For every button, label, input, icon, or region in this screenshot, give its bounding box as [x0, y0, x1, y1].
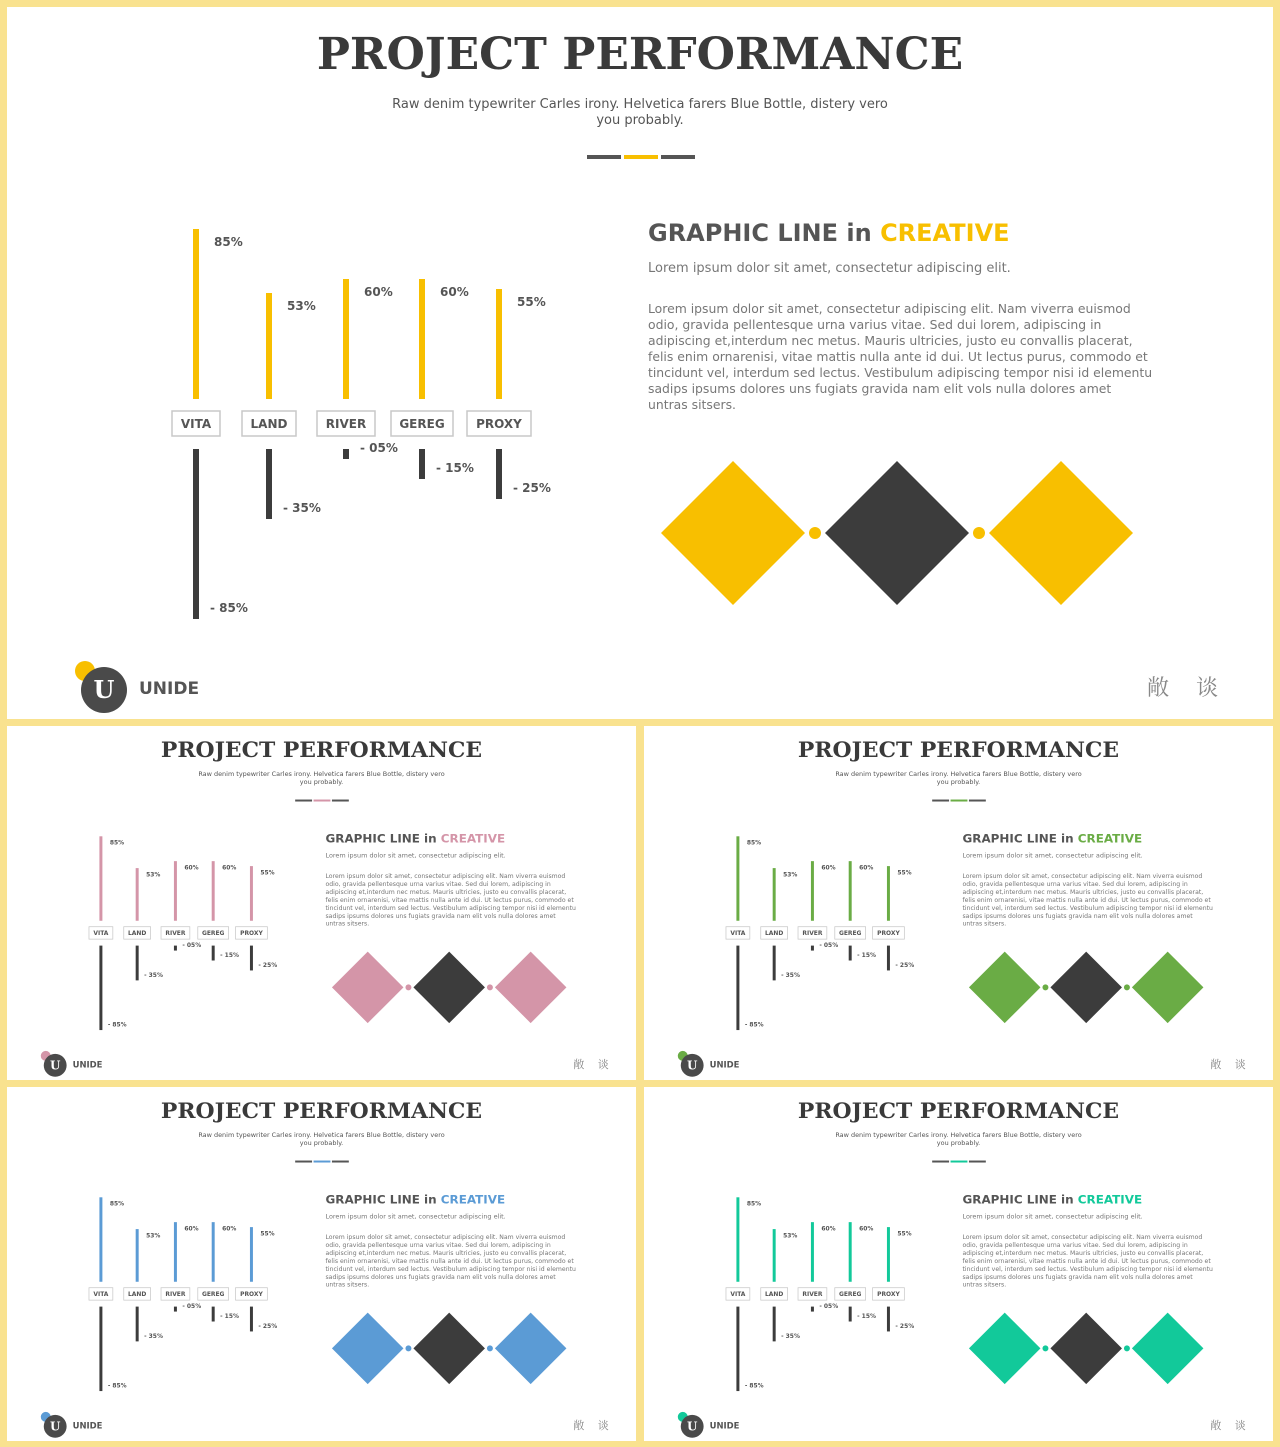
bar-negative-label: - 15%	[220, 1313, 239, 1321]
slide-content	[7, 1087, 636, 1441]
category-label: GEREG	[201, 930, 225, 938]
divider-accent	[624, 155, 658, 159]
category-label: RIVER	[165, 1291, 186, 1299]
connector-dot-right	[487, 984, 493, 990]
slide-subtitle: Raw denim typewriter Carles irony. Helvetica farers Blue Bottle, distery vero you probably.	[392, 97, 888, 128]
diamond-right	[495, 952, 567, 1024]
lead-text: Lorem ipsum dolor sit amet, consectetur adipiscing elit.	[325, 852, 506, 860]
divider-right	[969, 800, 986, 802]
diamond-center	[825, 461, 969, 605]
brand-name: UNIDE	[709, 1059, 740, 1070]
bar-positive-proxy	[887, 1227, 890, 1282]
bar-positive-land	[136, 1229, 139, 1282]
logo-mark: U	[681, 1054, 704, 1077]
brand-logo	[75, 661, 205, 709]
bar-positive-gereg	[212, 861, 215, 921]
bar-positive-label: 60%	[821, 864, 836, 872]
bar-negative-land	[773, 1307, 776, 1342]
category-label: GEREG	[399, 417, 445, 431]
diamond-graphic	[330, 1311, 573, 1390]
slide-content	[644, 726, 1273, 1080]
section-heading	[325, 831, 603, 845]
bar-positive-river	[811, 861, 814, 921]
brand-name: UNIDE	[139, 679, 200, 699]
category-label: LAND	[128, 1291, 147, 1299]
bar-negative-proxy	[887, 946, 890, 971]
bar-positive-label: 53%	[783, 1232, 798, 1240]
category-label: VITA	[93, 1291, 109, 1299]
bar-negative-river	[343, 449, 349, 459]
bar-positive-river	[343, 279, 349, 399]
heading-accent: CREATIVE	[440, 1192, 506, 1207]
bar-positive-vita	[736, 836, 739, 920]
bar-positive-label: 53%	[146, 871, 161, 879]
heading-accent: CREATIVE	[440, 831, 506, 846]
footer-mark: 敞 谈	[573, 1058, 614, 1071]
bar-positive-label: 60%	[859, 864, 874, 872]
bar-positive-label: 85%	[746, 1200, 762, 1208]
divider-right	[332, 1161, 349, 1163]
bar-negative-label: - 15%	[857, 1313, 876, 1321]
category-label: VITA	[93, 930, 109, 938]
bar-negative-vita	[736, 1307, 739, 1391]
bar-positive-label: 85%	[109, 839, 125, 847]
diamond-graphic	[967, 1311, 1210, 1390]
bar-negative-gereg	[849, 1307, 852, 1322]
body-text: Lorem ipsum dolor sit amet, consectetur adipiscing elit. Nam viverra euismod odio, gravida pellentesque urna varius vitae. Sed dui lorem, adipiscing in adipiscing et,interdum nec metus. Mauris ultricies, justo eu convallis placerat, felis enim ornarenisi, vitae mattis nulla ante id dui. Ut lectus purus, commodo et tincidunt vel, interdum sed lectus. Vestibulum adipiscing tempor nisi id elementu sadips ipsums dolores uns fugiats gravida nam elit vols nulla dolores amet untras sitsers.	[648, 301, 1153, 412]
heading-accent: CREATIVE	[1077, 1192, 1143, 1207]
bar-negative-proxy	[250, 946, 253, 971]
heading-accent: CREATIVE	[1077, 831, 1143, 846]
bar-negative-label: - 35%	[144, 1332, 163, 1340]
slide-content	[7, 726, 636, 1080]
bar-negative-vita	[736, 946, 739, 1030]
bar-negative-label: - 35%	[781, 1332, 800, 1340]
bar-positive-label: 85%	[109, 1200, 125, 1208]
bar-negative-land	[136, 1307, 139, 1342]
logo-mark: U	[681, 1415, 704, 1438]
bar-positive-label: 60%	[222, 1225, 237, 1233]
bar-negative-label: - 35%	[781, 971, 800, 979]
bar-positive-label: 60%	[440, 285, 469, 299]
brand-logo	[41, 1051, 106, 1075]
bar-positive-land	[773, 1229, 776, 1282]
category-label: VITA	[730, 1291, 746, 1299]
performance-bar-chart	[644, 726, 952, 1034]
category-label: GEREG	[838, 1291, 862, 1299]
category-label: RIVER	[325, 417, 367, 431]
category-label: GEREG	[201, 1291, 225, 1299]
bar-positive-label: 60%	[222, 864, 237, 872]
bar-negative-label: - 35%	[283, 501, 321, 515]
footer-mark: 敞 谈	[573, 1419, 614, 1432]
bar-positive-label: 55%	[260, 1230, 275, 1238]
body-text: Lorem ipsum dolor sit amet, consectetur adipiscing elit. Nam viverra euismod odio, gravida pellentesque urna varius vitae. Sed dui lorem, adipiscing in adipiscing et,interdum nec metus. Mauris ultricies, justo eu convallis placerat, felis enim ornarenisi, vitae mattis nulla ante id dui. Ut lectus purus, commodo et tincidunt vel, interdum sed lectus. Vestibulum adipiscing tempor nisi id elementu sadips ipsums dolores uns fugiats gravida nam elit vols nulla dolores amet untras sitsers.	[962, 1233, 1213, 1289]
bar-negative-gereg	[849, 946, 852, 961]
logo-mark: U	[81, 667, 127, 713]
bar-positive-gereg	[849, 861, 852, 921]
bar-positive-label: 55%	[260, 869, 275, 877]
heading-main: GRAPHIC LINE in	[962, 831, 1074, 846]
slide-variant-4[interactable]	[644, 1087, 1273, 1441]
bar-positive-proxy	[887, 866, 890, 921]
bar-positive-label: 53%	[146, 1232, 161, 1240]
slide-title: PROJECT PERFORMANCE	[797, 1097, 1120, 1124]
bar-positive-label: 55%	[517, 295, 546, 309]
bar-negative-gereg	[212, 946, 215, 961]
connector-dot-left	[809, 527, 821, 539]
bar-positive-vita	[736, 1197, 739, 1281]
bar-positive-land	[136, 868, 139, 921]
bar-positive-label: 60%	[184, 864, 199, 872]
bar-negative-river	[811, 1307, 814, 1312]
connector-dot-left	[405, 1345, 411, 1351]
bar-negative-label: - 15%	[220, 952, 239, 960]
diamond-left	[969, 952, 1041, 1024]
slide-variant-3[interactable]	[7, 1087, 636, 1441]
bar-negative-label: - 05%	[819, 1303, 839, 1311]
bar-positive-land	[773, 868, 776, 921]
diamond-right	[1132, 952, 1204, 1024]
performance-bar-chart	[7, 726, 315, 1034]
category-label: LAND	[250, 417, 288, 431]
bar-negative-vita	[99, 1307, 102, 1391]
brand-logo	[678, 1051, 743, 1075]
bar-negative-label: - 25%	[258, 961, 278, 969]
divider-right	[661, 155, 695, 159]
body-text: Lorem ipsum dolor sit amet, consectetur adipiscing elit. Nam viverra euismod odio, gravida pellentesque urna varius vitae. Sed dui lorem, adipiscing in adipiscing et,interdum nec metus. Mauris ultricies, justo eu convallis placerat, felis enim ornarenisi, vitae mattis nulla ante id dui. Ut lectus purus, commodo et tincidunt vel, interdum sed lectus. Vestibulum adipiscing tempor nisi id elementu sadips ipsums dolores uns fugiats gravida nam elit vols nulla dolores amet untras sitsers.	[962, 872, 1213, 928]
section-heading	[962, 831, 1240, 845]
bar-positive-gereg	[212, 1222, 215, 1282]
slide-title: PROJECT PERFORMANCE	[160, 736, 483, 763]
diamond-left	[661, 461, 805, 605]
bar-negative-river	[811, 946, 814, 951]
bar-negative-label: - 25%	[258, 1322, 278, 1330]
bar-negative-proxy	[250, 1307, 253, 1332]
bar-negative-proxy	[496, 449, 502, 499]
slide-content	[7, 7, 1273, 719]
category-label: PROXY	[877, 1291, 900, 1299]
bar-negative-vita	[193, 449, 199, 619]
bar-negative-land	[773, 946, 776, 981]
bar-negative-land	[136, 946, 139, 981]
slide-content	[644, 1087, 1273, 1441]
category-label: LAND	[128, 930, 147, 938]
connector-dot-left	[405, 984, 411, 990]
category-label: VITA	[730, 930, 746, 938]
bar-positive-label: 53%	[287, 299, 316, 313]
diamond-right	[495, 1313, 567, 1385]
bar-positive-vita	[193, 229, 199, 399]
section-heading	[962, 1192, 1240, 1206]
performance-bar-chart	[7, 1087, 315, 1395]
bar-positive-label: 60%	[364, 285, 393, 299]
category-label: RIVER	[802, 930, 823, 938]
bar-negative-label: - 85%	[210, 601, 248, 615]
diamond-graphic	[657, 457, 1147, 617]
slide-subtitle: Raw denim typewriter Carles irony. Helvetica farers Blue Bottle, distery vero you probably.	[198, 770, 445, 787]
slide-title: PROJECT PERFORMANCE	[316, 29, 964, 80]
lead-text: Lorem ipsum dolor sit amet, consectetur adipiscing elit.	[325, 1213, 506, 1221]
bar-positive-land	[266, 293, 272, 399]
footer-mark: 敞 谈	[1210, 1419, 1251, 1432]
diamond-center	[413, 952, 485, 1024]
heading-accent: CREATIVE	[880, 219, 1010, 247]
bar-negative-land	[266, 449, 272, 519]
bar-negative-river	[174, 1307, 177, 1312]
category-label: LAND	[765, 1291, 784, 1299]
brand-name: UNIDE	[72, 1420, 103, 1431]
divider-right	[969, 1161, 986, 1163]
diamond-center	[1050, 952, 1122, 1024]
category-label: RIVER	[802, 1291, 823, 1299]
bar-negative-gereg	[419, 449, 425, 479]
section-heading	[648, 219, 1208, 247]
slide-title: PROJECT PERFORMANCE	[797, 736, 1120, 763]
bar-positive-proxy	[496, 289, 502, 399]
brand-logo	[678, 1412, 743, 1436]
category-label: PROXY	[240, 1291, 263, 1299]
bar-positive-proxy	[250, 1227, 253, 1282]
diamond-graphic	[967, 950, 1210, 1029]
bar-positive-gereg	[849, 1222, 852, 1282]
bar-positive-label: 60%	[859, 1225, 874, 1233]
connector-dot-right	[1124, 1345, 1130, 1351]
bar-positive-gereg	[419, 279, 425, 399]
section-heading	[325, 1192, 603, 1206]
heading-main: GRAPHIC LINE in	[648, 219, 872, 247]
heading-main: GRAPHIC LINE in	[962, 1192, 1074, 1207]
category-label: GEREG	[838, 930, 862, 938]
category-label: LAND	[765, 930, 784, 938]
category-label: PROXY	[240, 930, 263, 938]
bar-negative-label: - 25%	[895, 961, 915, 969]
connector-dot-left	[1042, 1345, 1048, 1351]
slide-subtitle: Raw denim typewriter Carles irony. Helvetica farers Blue Bottle, distery vero you probably.	[198, 1131, 445, 1148]
bar-positive-label: 53%	[783, 871, 798, 879]
diamond-center	[413, 1313, 485, 1385]
slide-variant-2[interactable]	[644, 726, 1273, 1080]
bar-negative-label: - 05%	[819, 942, 839, 950]
body-text: Lorem ipsum dolor sit amet, consectetur adipiscing elit. Nam viverra euismod odio, gravida pellentesque urna varius vitae. Sed dui lorem, adipiscing in adipiscing et,interdum nec metus. Mauris ultricies, justo eu convallis placerat, felis enim ornarenisi, vitae mattis nulla ante id dui. Ut lectus purus, commodo et tincidunt vel, interdum sed lectus. Vestibulum adipiscing tempor nisi id elementu sadips ipsums dolores uns fugiats gravida nam elit vols nulla dolores amet untras sitsers.	[325, 872, 576, 928]
divider-right	[332, 800, 349, 802]
slide-main[interactable]	[7, 7, 1273, 719]
bar-positive-label: 60%	[821, 1225, 836, 1233]
brand-logo	[41, 1412, 106, 1436]
divider-accent	[314, 800, 331, 802]
performance-bar-chart	[7, 7, 627, 627]
category-label: PROXY	[877, 930, 900, 938]
connector-dot-left	[1042, 984, 1048, 990]
lead-text: Lorem ipsum dolor sit amet, consectetur adipiscing elit.	[962, 1213, 1143, 1221]
heading-main: GRAPHIC LINE in	[325, 1192, 437, 1207]
bar-negative-label: - 15%	[857, 952, 876, 960]
slide-subtitle: Raw denim typewriter Carles irony. Helvetica farers Blue Bottle, distery vero you probably.	[835, 1131, 1082, 1148]
bar-positive-proxy	[250, 866, 253, 921]
slide-subtitle: Raw denim typewriter Carles irony. Helvetica farers Blue Bottle, distery vero you probably.	[835, 770, 1082, 787]
bar-negative-vita	[99, 946, 102, 1030]
divider-accent	[314, 1161, 331, 1163]
bar-negative-label: - 25%	[895, 1322, 915, 1330]
bar-negative-river	[174, 946, 177, 951]
bar-negative-label: - 85%	[744, 1382, 764, 1390]
connector-dot-right	[973, 527, 985, 539]
logo-mark: U	[44, 1054, 67, 1077]
diamond-graphic	[330, 950, 573, 1029]
bar-positive-river	[174, 861, 177, 921]
bar-negative-label: - 85%	[107, 1021, 127, 1029]
lead-text: Lorem ipsum dolor sit amet, consectetur adipiscing elit.	[962, 852, 1143, 860]
divider-accent	[951, 800, 968, 802]
performance-bar-chart	[644, 1087, 952, 1395]
bar-positive-river	[174, 1222, 177, 1282]
connector-dot-right	[487, 1345, 493, 1351]
diamond-center	[1050, 1313, 1122, 1385]
bar-positive-vita	[99, 836, 102, 920]
logo-mark: U	[44, 1415, 67, 1438]
bar-negative-label: - 85%	[744, 1021, 764, 1029]
bar-positive-label: 55%	[897, 1230, 912, 1238]
bar-negative-gereg	[212, 1307, 215, 1322]
category-label: VITA	[180, 417, 212, 431]
slide-title: PROJECT PERFORMANCE	[160, 1097, 483, 1124]
bar-negative-label: - 25%	[513, 481, 551, 495]
brand-name: UNIDE	[72, 1059, 103, 1070]
diamond-right	[1132, 1313, 1204, 1385]
connector-dot-right	[1124, 984, 1130, 990]
bar-negative-proxy	[887, 1307, 890, 1332]
bar-negative-label: - 85%	[107, 1382, 127, 1390]
bar-negative-label: - 05%	[360, 441, 398, 455]
category-label: PROXY	[476, 417, 522, 431]
divider-accent	[951, 1161, 968, 1163]
diamond-right	[989, 461, 1133, 605]
brand-name: UNIDE	[709, 1420, 740, 1431]
bar-positive-vita	[99, 1197, 102, 1281]
bar-negative-label: - 35%	[144, 971, 163, 979]
bar-positive-label: 85%	[746, 839, 762, 847]
bar-positive-label: 55%	[897, 869, 912, 877]
bar-negative-label: - 15%	[436, 461, 474, 475]
diamond-left	[332, 952, 404, 1024]
body-text: Lorem ipsum dolor sit amet, consectetur adipiscing elit. Nam viverra euismod odio, gravida pellentesque urna varius vitae. Sed dui lorem, adipiscing in adipiscing et,interdum nec metus. Mauris ultricies, justo eu convallis placerat, felis enim ornarenisi, vitae mattis nulla ante id dui. Ut lectus purus, commodo et tincidunt vel, interdum sed lectus. Vestibulum adipiscing tempor nisi id elementu sadips ipsums dolores uns fugiats gravida nam elit vols nulla dolores amet untras sitsers.	[325, 1233, 576, 1289]
bar-negative-label: - 05%	[182, 942, 202, 950]
bar-positive-label: 60%	[184, 1225, 199, 1233]
diamond-left	[332, 1313, 404, 1385]
footer-mark: 敞 谈	[1147, 676, 1228, 701]
slide-variant-1[interactable]	[7, 726, 636, 1080]
category-label: RIVER	[165, 930, 186, 938]
bar-positive-river	[811, 1222, 814, 1282]
footer-mark: 敞 谈	[1210, 1058, 1251, 1071]
lead-text: Lorem ipsum dolor sit amet, consectetur adipiscing elit.	[648, 261, 1011, 276]
diamond-left	[969, 1313, 1041, 1385]
heading-main: GRAPHIC LINE in	[325, 831, 437, 846]
bar-negative-label: - 05%	[182, 1303, 202, 1311]
bar-positive-label: 85%	[214, 235, 243, 249]
